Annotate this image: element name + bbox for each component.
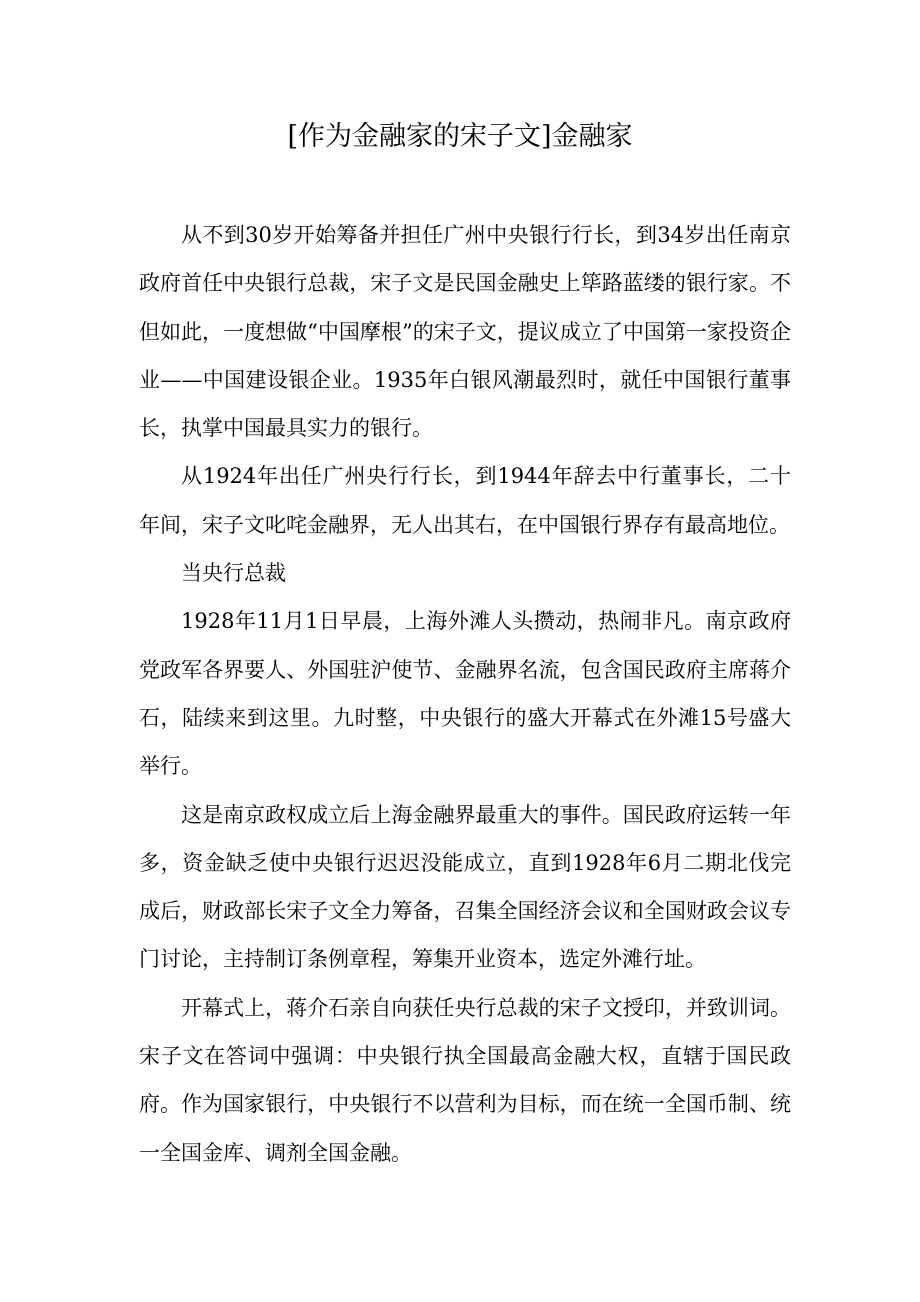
paragraph-1: 从不到30岁开始筹备并担任广州中央银行行长，到34岁出任南京政府首任中央银行总裁，宋子文是民国金融史上筚路蓝缕的银行家。不但如此，一度想做“中国摩根”的宋子文，提议成立了中国第一家投资企业——中国建设银企业。1935年白银风潮最烈时，就任中国银行董事长，执掌中国最具实力的银行。 [139, 223, 791, 441]
paragraph-5: 开幕式上，蒋介石亲自向获任央行总裁的宋子文授印，并致训词。宋子文在答词中强调：中央银行执全国最高金融大权，直辖于国民政府。作为国家银行，中央银行不以营利为目标，而在统一全国币制、统一全国金库、调剂全国金融。 [139, 995, 791, 1165]
paragraph-2: 从1924年出任广州央行行长，到1944年辞去中行董事长，二十年间，宋子文叱咤金融界，无人出其右，在中国银行界存有最高地位。 [139, 464, 791, 537]
paragraph-3: 1928年11月1日早晨，上海外滩人头攒动，热闹非凡。南京政府党政军各界要人、外国驻沪使节、金融界名流，包含国民政府主席蒋介石，陆续来到这里。九时整，中央银行的盛大开幕式在外滩15号盛大举行。 [139, 609, 791, 779]
document-body [139, 211, 791, 1177]
section-heading: 当央行总裁 [181, 561, 286, 586]
paragraph-4: 这是南京政权成立后上海金融界最重大的事件。国民政府运转一年多，资金缺乏使中央银行迟迟没能成立，直到1928年6月二期北伐完成后，财政部长宋子文全力筹备，召集全国经济会议和全国财政会议专门讨论，主持制订条例章程，筹集开业资本，选定外滩行址。 [139, 802, 791, 972]
document-title: [作为金融家的宋子文]金融家 [287, 121, 633, 152]
